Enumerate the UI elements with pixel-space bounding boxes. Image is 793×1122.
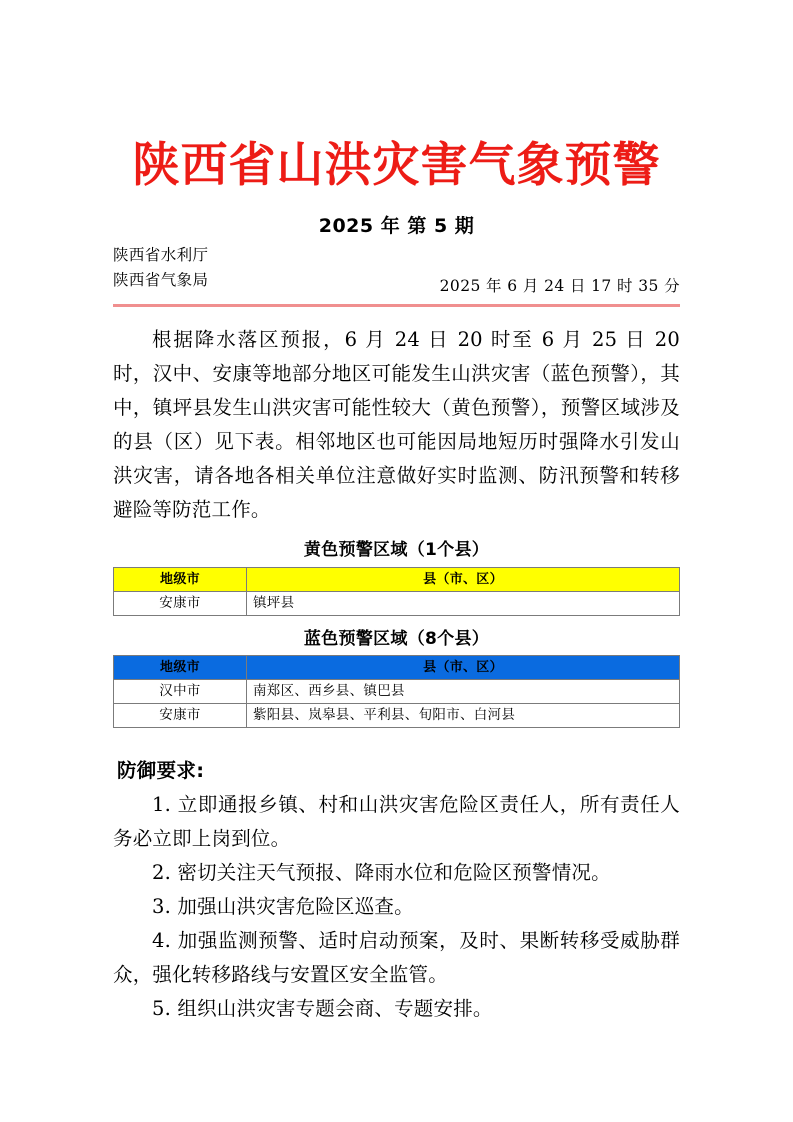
yellow-col-header-counties: 县（市、区）: [247, 567, 680, 591]
requirement-item-4: 4. 加强监测预警、适时启动预案，及时、果断转移受威胁群众，强化转移路线与安置区安全监管。: [113, 928, 680, 986]
blue-warning-table: [113, 655, 680, 728]
issuing-agency-meteorology: 陕西省气象局: [113, 271, 209, 290]
issuing-agency-water: 陕西省水利厅: [113, 246, 209, 265]
blue-row-city-ankang: 安康市: [114, 703, 247, 727]
agency-and-date-block: [113, 237, 680, 299]
table-row: [114, 679, 680, 703]
table-row: [114, 703, 680, 727]
yellow-table-header-row: [114, 567, 680, 591]
yellow-row-city: 安康市: [114, 591, 247, 615]
requirement-item-5: 5. 组织山洪灾害专题会商、专题安排。: [152, 996, 493, 1020]
yellow-row-counties: 镇坪县: [247, 591, 680, 615]
issue-number: 2025 年 第 5 期: [318, 214, 475, 237]
blue-row-counties-ankang: 紫阳县、岚皋县、平利县、旬阳市、白河县: [247, 703, 680, 727]
blue-table-caption: 蓝色预警区域（8个县）: [303, 628, 490, 649]
blue-col-header-city: 地级市: [114, 655, 247, 679]
blue-col-header-counties: 县（市、区）: [247, 655, 680, 679]
requirement-item-2: 2. 密切关注天气预报、降雨水位和危险区预警情况。: [152, 860, 611, 884]
body-paragraph: 根据降水落区预报，6 月 24 日 20 时至 6 月 25 日 20 时，汉中、安康等地部分地区可能发生山洪灾害（蓝色预警），其中，镇坪县发生山洪灾害可能性较大（黄色预警），预警区域涉及的县（区）见下表。相邻地区也可能因局地短历时强降水引发山洪灾害，请各地各相关单位注意做好实时监测、防汛预警和转移避险等防范工作。: [113, 328, 680, 522]
table-row: [114, 591, 680, 615]
requirement-item-3: 3. 加强山洪灾害危险区巡查。: [152, 894, 414, 918]
yellow-table-caption: 黄色预警区域（1个县）: [303, 540, 490, 561]
blue-row-counties-hanzhong: 南郑区、西乡县、镇巴县: [247, 679, 680, 703]
issue-datetime: 2025 年 6 月 24 日 17 时 35 分: [439, 277, 680, 296]
requirements-heading: 防御要求:: [117, 758, 205, 782]
blue-row-city-hanzhong: 汉中市: [114, 679, 247, 703]
document-title: 陕西省山洪灾害气象预警: [132, 138, 661, 193]
blue-table-header-row: [114, 655, 680, 679]
yellow-col-header-city: 地级市: [114, 567, 247, 591]
requirement-item-1: 1. 立即通报乡镇、村和山洪灾害危险区责任人，所有责任人务必立即上岗到位。: [113, 792, 680, 850]
yellow-warning-table: [113, 567, 680, 616]
